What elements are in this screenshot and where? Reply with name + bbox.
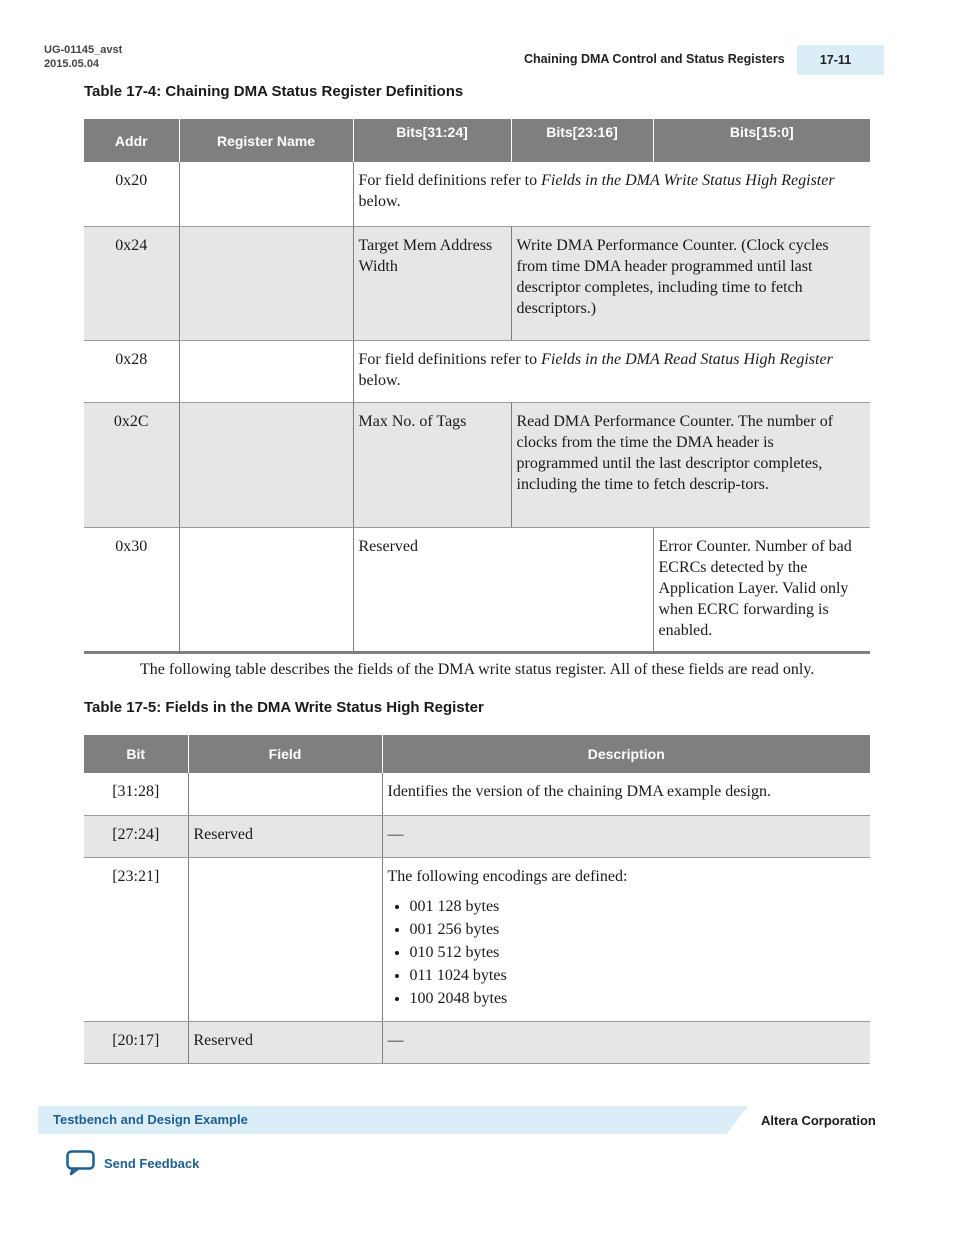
page-number: 17-11 [797, 45, 884, 75]
table-row [84, 773, 870, 815]
write-status-fields-table [84, 735, 870, 1064]
field-cell: Reserved [188, 815, 382, 857]
bits-23-0-cell: Write DMA Performance Counter. (Clock cycles from time DMA header programmed until last descriptor completes, including time to fetch descriptors.) [511, 226, 870, 340]
list-item: • 001 128 bytes [410, 895, 866, 918]
name-cell [179, 340, 353, 402]
table-header-row [84, 735, 870, 773]
bit-cell: [23:21] [84, 857, 188, 1021]
doc-id-block [44, 43, 122, 71]
field-cell: Reserved [188, 1021, 382, 1063]
send-feedback-link[interactable] [66, 1150, 199, 1176]
table-row [84, 162, 870, 226]
addr-cell: 0x2C [84, 402, 179, 527]
table-row [84, 527, 870, 652]
definition-cell [353, 340, 870, 402]
section-title: Chaining DMA Control and Status Registers [524, 52, 785, 66]
bit-cell: [31:28] [84, 773, 188, 815]
bits-31-24-cell: Target Mem Address Width [353, 226, 511, 340]
name-cell [179, 226, 353, 340]
col-header: Addr [84, 119, 179, 162]
col-header: Bits[31:24] [353, 119, 511, 162]
ref-link-text: Fields in the DMA Write Status High Register [541, 172, 835, 189]
bits-31-16-cell: Reserved [353, 527, 653, 652]
col-header: Bits[15:0] [653, 119, 870, 162]
table-row [84, 402, 870, 527]
description-cell: — [382, 815, 870, 857]
col-header: Register Name [179, 119, 353, 162]
table-header-row [84, 119, 870, 162]
col-header: Description [382, 735, 870, 773]
speech-bubble-icon [66, 1150, 95, 1176]
table2-caption: Table 17-5: Fields in the DMA Write Status High Register [84, 699, 484, 716]
doc-date: 2015.05.04 [44, 58, 100, 70]
col-header: Field [188, 735, 382, 773]
table-row [84, 1021, 870, 1063]
bit-cell: [27:24] [84, 815, 188, 857]
description-cell: — [382, 1021, 870, 1063]
bits-23-0-cell: Read DMA Performance Counter. The number of clocks from the time the DMA header is programmed until the last descriptor completes, including the time to fetch descrip-tors. [511, 402, 870, 527]
addr-cell: 0x30 [84, 527, 179, 652]
body-paragraph: The following table describes the fields of the DMA write status register. All of these fields are read only. [140, 661, 815, 678]
footer-chapter-link[interactable]: Testbench and Design Example [53, 1112, 248, 1127]
table-row [84, 815, 870, 857]
list-item: • 011 1024 bytes [410, 964, 866, 987]
addr-cell: 0x24 [84, 226, 179, 340]
ref-text: For field definitions refer to [358, 172, 542, 189]
bits-31-24-cell: Max No. of Tags [353, 402, 511, 527]
table1-caption: Table 17-4: Chaining DMA Status Register Definitions [84, 83, 464, 100]
encoding-list [388, 895, 866, 1010]
name-cell [179, 162, 353, 226]
col-header: Bit [84, 735, 188, 773]
list-item: • 010 512 bytes [410, 941, 866, 964]
list-item: • 001 256 bytes [410, 918, 866, 941]
description-text: The following encodings are defined: [387, 867, 628, 885]
list-item: • 100 2048 bytes [410, 987, 866, 1010]
col-header: Bits[23:16] [511, 119, 653, 162]
ref-text: below. [358, 193, 401, 210]
table-row [84, 226, 870, 340]
description-cell: Identifies the version of the chaining DMA example design. [382, 773, 870, 815]
definition-cell [353, 162, 870, 226]
description-cell [382, 857, 870, 1021]
name-cell [179, 527, 353, 652]
field-cell [188, 857, 382, 1021]
doc-id: UG-01145_avst [44, 44, 123, 56]
name-cell [179, 402, 353, 527]
field-cell [188, 773, 382, 815]
ref-link-text: Fields in the DMA Read Status High Register [541, 350, 833, 368]
addr-cell: 0x28 [84, 340, 179, 402]
ref-text: below. [358, 371, 401, 389]
footer-company: Altera Corporation [761, 1113, 876, 1128]
bits-15-0-cell: Error Counter. Number of bad ECRCs detected by the Application Layer. Valid only when ECRC forwarding is enabled. [653, 527, 870, 652]
ref-text: For field definitions refer to [358, 350, 542, 368]
table-row [84, 340, 870, 402]
table-row [84, 857, 870, 1021]
status-register-table [84, 119, 870, 654]
bit-cell: [20:17] [84, 1021, 188, 1063]
send-feedback-label[interactable]: Send Feedback [104, 1155, 200, 1171]
addr-cell: 0x20 [84, 162, 179, 226]
